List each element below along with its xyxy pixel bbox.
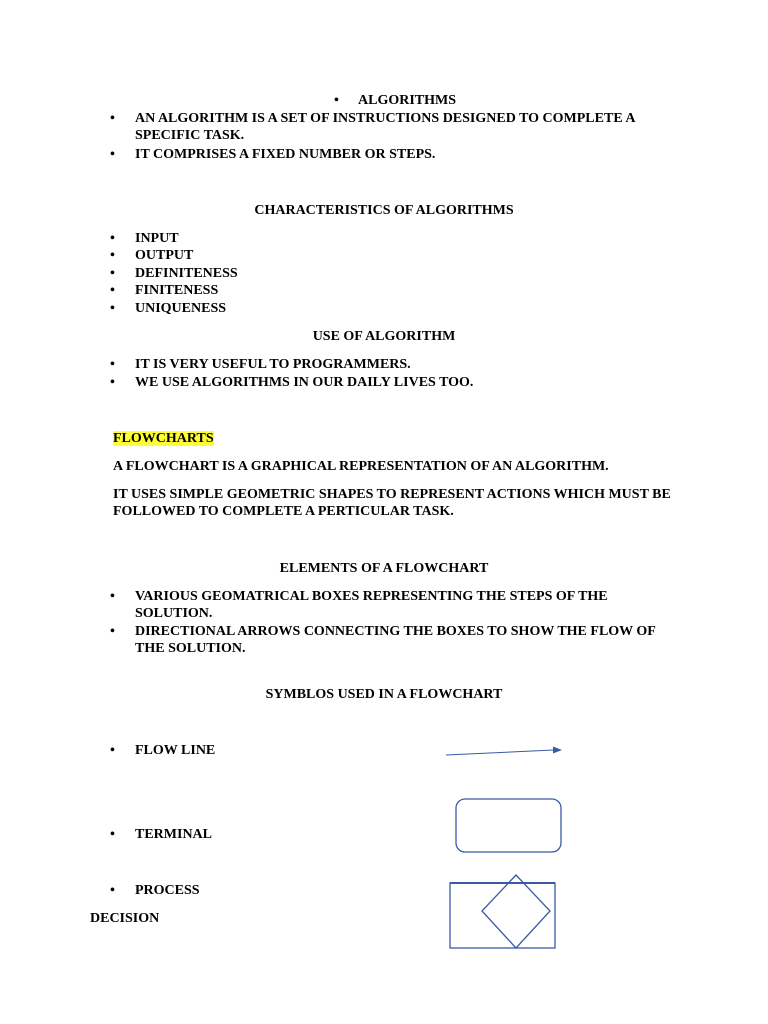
intro-item-2: IT COMPRISES A FIXED NUMBER OR STEPS. <box>135 147 436 162</box>
decision-shape <box>482 875 550 948</box>
element-item-1-line-2: SOLUTION. <box>135 606 213 621</box>
use-item: IT IS VERY USEFUL TO PROGRAMMERS. <box>135 357 411 372</box>
bullet: • <box>110 375 115 390</box>
flow-line-arrow-shape <box>446 747 562 756</box>
element-item-2-line-2: THE SOLUTION. <box>135 641 246 656</box>
bullet: • <box>110 827 115 842</box>
symbol-process-label: PROCESS <box>135 883 200 898</box>
bullet: • <box>110 147 115 162</box>
flowcharts-para-2-line-2: FOLLOWED TO COMPLETE A PERTICULAR TASK. <box>113 504 454 519</box>
symbol-decision-label: DECISION <box>90 911 160 926</box>
use-heading: USE OF ALGORITHM <box>312 329 456 344</box>
intro-item-1-line-1: AN ALGORITHM IS A SET OF INSTRUCTIONS DESIGNED TO COMPLETE A <box>135 111 636 126</box>
elements-heading: ELEMENTS OF A FLOWCHART <box>279 561 489 576</box>
flowcharts-para-1: A FLOWCHART IS A GRAPHICAL REPRESENTATION OF AN ALGORITHM. <box>113 459 609 474</box>
element-item-1-line-1: VARIOUS GEOMATRICAL BOXES REPRESENTING THE STEPS OF THE <box>135 589 608 604</box>
symbol-terminal-label: TERMINAL <box>135 827 213 842</box>
bullet: • <box>110 624 115 639</box>
process-shape <box>450 883 555 948</box>
terminal-shape <box>456 799 561 852</box>
element-item-2-line-1: DIRECTIONAL ARROWS CONNECTING THE BOXES TO SHOW THE FLOW OF <box>135 624 656 639</box>
characteristics-heading: CHARACTERISTICS OF ALGORITHMS <box>254 203 514 218</box>
bullet: • <box>110 743 115 758</box>
bullet: • <box>110 589 115 604</box>
symbol-flow-line-label: FLOW LINE <box>135 743 216 758</box>
use-item: WE USE ALGORITHMS IN OUR DAILY LIVES TOO. <box>135 375 474 390</box>
bullet: • <box>110 231 115 246</box>
intro-item-1-line-2: SPECIFIC TASK. <box>135 128 245 143</box>
characteristic-item: INPUT <box>135 231 179 246</box>
bullet: • <box>110 283 115 298</box>
bullet-title: • <box>334 93 339 108</box>
highlighted-text: FLOWCHARTS <box>113 431 214 446</box>
characteristic-item: DEFINITENESS <box>135 266 238 281</box>
characteristic-item: OUTPUT <box>135 248 194 263</box>
characteristic-item: FINITENESS <box>135 283 219 298</box>
doc-title: ALGORITHMS <box>358 93 457 108</box>
characteristic-item: UNIQUENESS <box>135 301 227 316</box>
bullet: • <box>110 301 115 316</box>
bullet: • <box>110 111 115 126</box>
flowcharts-para-2-line-1: IT USES SIMPLE GEOMETRIC SHAPES TO REPRESENT ACTIONS WHICH MUST BE <box>113 487 671 502</box>
bullet: • <box>110 883 115 898</box>
bullet: • <box>110 357 115 372</box>
bullet: • <box>110 266 115 281</box>
bullet: • <box>110 248 115 263</box>
symbols-heading: SYMBLOS USED IN A FLOWCHART <box>265 687 503 702</box>
